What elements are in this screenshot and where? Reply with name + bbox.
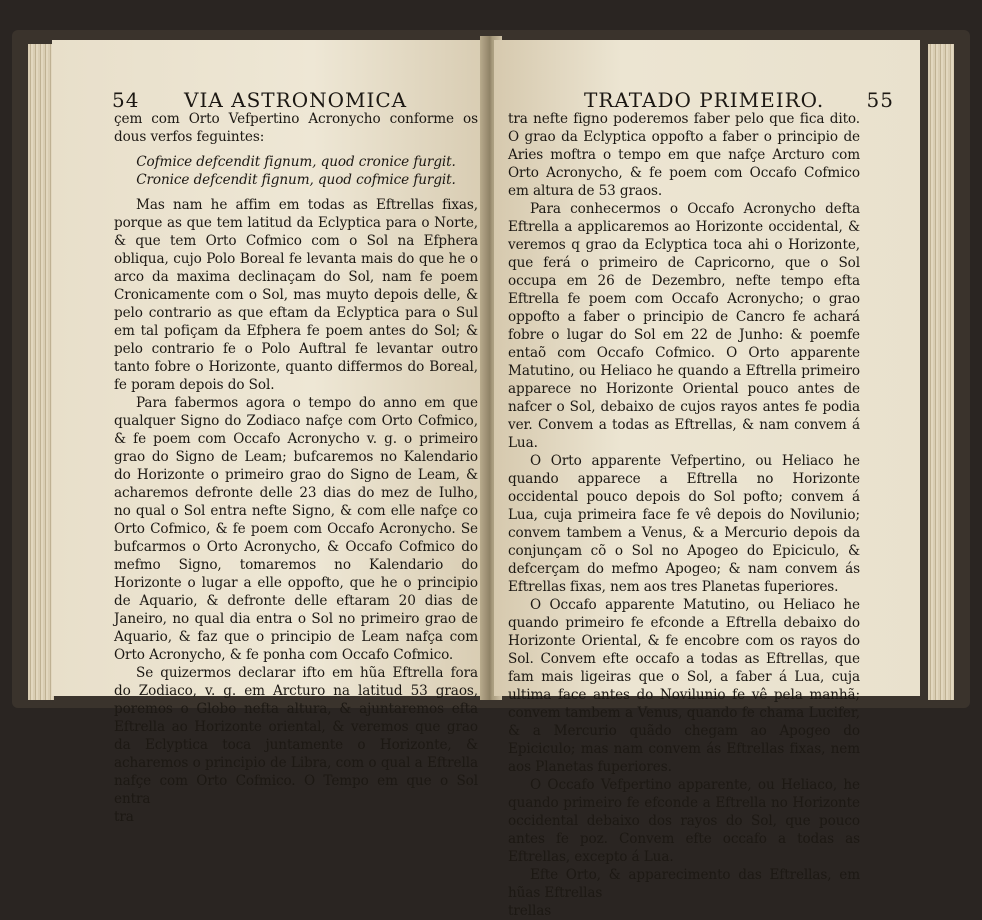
left-page-number: 54 xyxy=(112,88,140,112)
catchword: tra xyxy=(114,809,134,825)
catchword: trellas xyxy=(508,903,552,919)
paragraph: Mas nam he affim em todas as Eftrellas fixas, porque as que tem latitud da Eclyptica para o Norte, & que tem Orto Cofmico com o Sol na Efphera obliqua, cujo Polo Boreal fe levanta mais do que he o arco da maxima declinaçam do Sol, nam fe poem Cronicamente com o Sol, mas muyto depois delle, & pelo contrario as que eftam da Eclyptica para o Sul em tal pofiçam da Efphera fe poem antes do Sol; & pelo contrario fe o Polo Auftral fe levantar outro tanto fobre o Horizonte, quanto differmos do Boreal, fe poram depois do Sol. xyxy=(114,197,478,393)
paragraph: O Occafo apparente Matutino, ou Heliaco he quando primeiro fe efconde a Eftrella debaixo do Horizonte Oriental, & fe encobre com os rayos do Sol. Convem efte occafo a todas as Eftrellas, que fam mais ligeiras que o Sol, a faber á Lua, cuja ultima face antes do Novilunio fe vê pela manhã; convem tambem a Venus, quando fe chama Lucifer, & a Mercurio quãdo chegam ao Apogeo do Epiciculo; mas nam convem ás Eftrellas fixas, nem aos Planetas fuperiores. xyxy=(508,597,860,775)
right-page-text xyxy=(508,110,860,920)
latin-verse-line: Cofmice defcendit fignum, quod cronice furgit. xyxy=(136,154,456,170)
paragraph: Para conhecermos o Occafo Acronycho defta Eftrella a applicaremos ao Horizonte occidental, & veremos q grao da Eclyptica toca ahi o Horizonte, que ferá o primeiro de Capricorno, que o Sol occupa em 26 de Dezembro, nefte tempo efta Eftrella fe poem com Occafo Acronycho; o grao oppofto a faber o principio de Cancro fe achará fobre o lugar do Sol em 22 de Junho: & poemfe entaõ com Occafo Cofmico. O Orto apparente Matutino, ou Heliaco he quando a Eftrella primeiro apparece no Horizonte Oriental pouco antes de nafcer o Sol, debaixo de cujos rayos antes fe podia ver. Convem a todas as Eftrellas, & nam convem á Lua. xyxy=(508,201,860,451)
paragraph: Efte Orto, & apparecimento das Eftrellas, em hũas Eftrellas xyxy=(508,867,860,901)
latin-verse-line: Cronice defcendit fignum, quod cofmice furgit. xyxy=(136,172,456,188)
page-edges-left xyxy=(28,44,54,700)
right-page-header xyxy=(508,88,894,112)
right-page-number: 55 xyxy=(866,88,894,112)
paragraph: Para fabermos agora o tempo do anno em que qualquer Signo do Zodiaco nafçe com Orto Cofmico, & fe poem com Occafo Acronycho v. g. o primeiro grao do Signo de Leam; bufcaremos no Kalendario do Horizonte o primeiro grao do Signo de Leam, & acharemos defronte delle 23 dias do mez de Iulho, no qual o Sol entra nefte Signo, & com elle nafçe co Orto Cofmico, & fe poem com Occafo Acronycho. Se bufcarmos o Orto Acronycho, & Occafo Cofmico do mefmo Signo, tomaremos no Kalendario do Horizonte o lugar a elle oppofto, que he o principio de Aquario, & defronte delle eftaram 20 dias de Janeiro, no qual dia entra o Sol no primeiro grao de Aquario, & faz que o principio de Leam nafça com Orto Acronycho, & fe ponha com Occafo Cofmico. xyxy=(114,395,478,663)
left-page-header xyxy=(114,88,478,110)
paragraph: Se quizermos declarar ifto em hũa Eftrella fora do Zodiaco, v. g. em Arcturo na latitud 53 graos, poremos o Globo nefta altura, & ajuntaremos efta Eftrella ao Horizonte oriental, & veremos que grao da Eclyptica toca juntamente o Horizonte, & acharemos o principio de Libra, com o qual a Eftrella nafçe com Orto Cofmico. O Tempo em que o Sol entra xyxy=(114,665,478,807)
right-running-title: TRATADO PRIMEIRO. xyxy=(584,88,825,112)
paragraph: O Occafo Vefpertino apparente, ou Heliaco, he quando primeiro fe efconde a Eftrella no Horizonte occidental debaixo dos rayos do Sol, que pouco antes fe poz. Convem efte occafo a todas as Eftrellas, excepto á Lua. xyxy=(508,777,860,865)
paragraph: tra nefte figno poderemos faber pelo que fica dito. O grao da Eclyptica oppofto a faber o principio de Aries moftra o tempo em que nafçe Arcturo com Orto Acronycho, & fe poem com Occafo Cofmico em altura de 53 graos. xyxy=(508,111,860,199)
paragraph: çem com Orto Vefpertino Acronycho conforme os dous verfos feguintes: xyxy=(114,111,478,145)
paragraph: O Orto apparente Vefpertino, ou Heliaco he quando apparece a Eftrella no Horizonte occidental pouco depois do Sol pofto; convem á Lua, cuja primeira face fe vê depois do Novilunio; convem tambem a Venus, & a Mercurio depois da conjunçam cõ o Sol no Apogeo do Epiciculo, & defcerçam do mefmo Apogeo; & nam convem ás Eftrellas fixas, nem aos tres Planetas fuperiores. xyxy=(508,453,860,595)
right-page xyxy=(494,40,920,919)
left-page xyxy=(52,40,488,825)
left-page-text xyxy=(114,110,478,826)
left-running-title: VIA ASTRONOMICA xyxy=(184,88,408,112)
page-edges-right xyxy=(928,44,954,700)
